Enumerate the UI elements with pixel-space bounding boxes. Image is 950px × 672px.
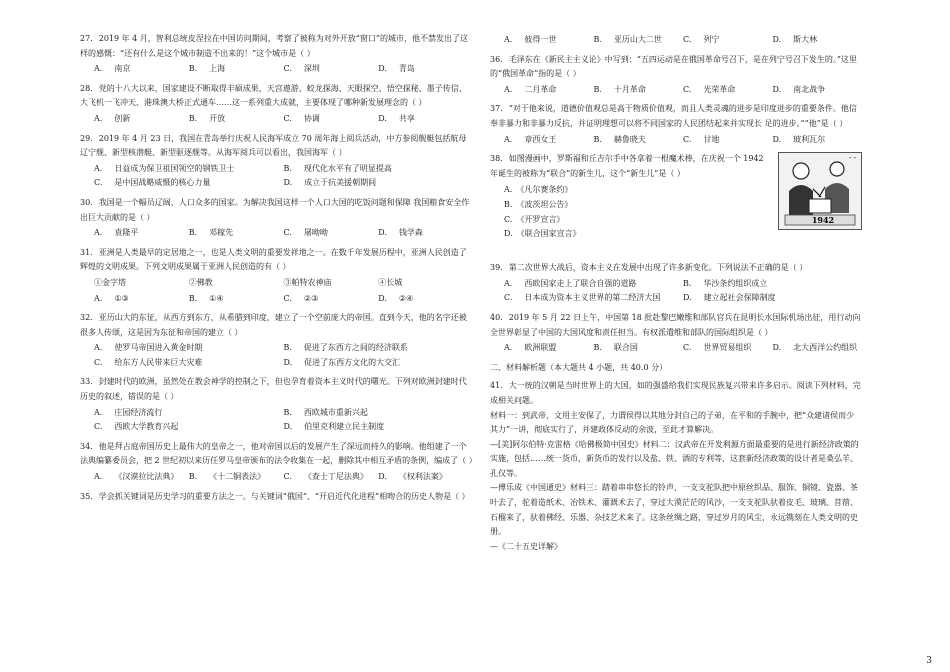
question (490, 311, 862, 356)
option-label: B. (593, 343, 602, 353)
option-label: D. (378, 64, 387, 74)
option-text: 世界贸易组织 (703, 343, 752, 353)
option-text: 《波茨坦公告》 (516, 199, 573, 209)
option-text: 日本成为资本主义世界的第二经济大国 (524, 293, 661, 303)
question-stem: 亚洲是人类最早的定居地之一，也是人类文明的重要发祥地之一。在数千年发展历程中，亚洲人民创造了辉煌的文明成果。下列文明成果属于亚洲人民创造的有（ ） (80, 247, 467, 272)
option-text: 甘地 (703, 134, 720, 144)
question-number: 32. (80, 313, 93, 323)
question-number: 29. (80, 133, 93, 143)
option-text: 联合国 (613, 343, 638, 353)
option (94, 341, 284, 356)
option-text: 赫鲁晓夫 (613, 134, 646, 144)
option-text: ①金字塔 (94, 277, 126, 287)
option-label: C. (283, 472, 292, 482)
option (594, 341, 684, 356)
option-text: 彼得一世 (524, 35, 557, 44)
option-text: 屠呦呦 (303, 228, 328, 238)
option-label: A. (94, 64, 103, 74)
option-label: A. (94, 407, 103, 417)
option (94, 470, 189, 485)
option-label: D. (772, 343, 782, 353)
option (284, 176, 474, 191)
option-text: 北大西洋公约组织 (793, 343, 858, 353)
option-label: A. (504, 185, 513, 195)
option-text: 促进了东西方之间的经济联系 (303, 343, 408, 353)
option-text: 使罗马帝国进入黄金时期 (114, 343, 203, 353)
option (284, 276, 379, 291)
question (490, 261, 862, 306)
option (94, 112, 189, 127)
option (94, 406, 284, 421)
option-label: B. (188, 113, 198, 123)
option-label: B. (188, 293, 198, 303)
option-label: C. (283, 64, 292, 74)
option-text: 日益成为保卫祖国领空的钢铁卫士 (114, 163, 235, 173)
option (94, 176, 284, 191)
options-row (94, 62, 473, 77)
option-label: A. (94, 113, 103, 123)
options-row (504, 277, 862, 306)
option (504, 291, 683, 306)
option (94, 162, 284, 177)
option-label: C. (683, 35, 692, 44)
question-number: 39. (490, 263, 503, 273)
question-stem: 2019 年 4 月，智利总统皮涅拉在中国访问期间，考察了被称为对外开放“窗口”的城市，他不禁发出了这样的感慨：“还有什么是这个城市制造不出来的！”这个城市是（ ） (80, 34, 468, 58)
cartoon-image (778, 152, 862, 230)
question-stem: 毛泽东在《新民主主义论》中写到：“五四运动是在俄国革命号召下，是在列宁号召下发生的。”这里的“俄国革命”指的是（ ） (490, 54, 857, 79)
option-text: 列宁 (703, 35, 720, 44)
option-text: 伯里克利建立民主制度 (304, 422, 385, 432)
option-text: 上海 (209, 64, 226, 74)
option-label: B. (593, 35, 602, 44)
option-label: A. (94, 293, 103, 303)
option-text: ①③ (114, 293, 129, 303)
question-stem: 封建时代的欧洲，虽然处在教会神学的控制之下，但也孕育着资本主义时代的曙光。下列对欧洲封建时代历史的叙述，错误的是（ ） (80, 377, 467, 402)
question-number: 40. (490, 312, 503, 322)
option-text: ②佛教 (188, 277, 213, 287)
option (94, 62, 189, 77)
option-label: A. (94, 472, 103, 482)
option-label: A. (94, 228, 103, 238)
option-text: ①④ (209, 293, 224, 303)
option (284, 162, 474, 177)
right-questions-a (490, 33, 862, 147)
option (378, 226, 473, 241)
option-label: C. (504, 214, 513, 224)
option-text: 成立于抗美援朝期间 (304, 178, 377, 188)
option-text: ②④ (398, 293, 414, 303)
option (594, 133, 684, 148)
option (504, 183, 770, 198)
question-number: 33. (80, 377, 93, 387)
option-label: B. (683, 278, 692, 288)
option-label: A. (504, 343, 513, 353)
question-number: 38. (490, 154, 503, 164)
option (189, 276, 284, 291)
option (284, 341, 474, 356)
option-text: 斯大林 (793, 35, 818, 44)
question-number: 30. (80, 197, 93, 207)
option-label: B. (283, 163, 292, 173)
option-label: C. (283, 113, 292, 123)
option-label: B. (188, 472, 198, 482)
option (773, 83, 863, 98)
option-label: A. (504, 35, 513, 44)
option-label: C. (683, 84, 692, 94)
option (284, 470, 379, 485)
option (189, 112, 284, 127)
question (490, 102, 862, 147)
question (490, 53, 862, 98)
option-text: 《凡尔赛条约》 (516, 185, 573, 195)
option (683, 133, 773, 148)
option (284, 62, 379, 77)
option-text: 促进了东西方文化的大交汇 (304, 357, 401, 367)
material-paragraph: —《二十五史详解》 (490, 541, 562, 551)
options-row (94, 470, 473, 485)
option-text: 深圳 (303, 64, 320, 74)
options-row (94, 162, 473, 191)
option (594, 33, 684, 48)
option (284, 226, 379, 241)
question (80, 132, 473, 191)
option-label: C. (94, 422, 103, 432)
option-text: 章西女王 (524, 134, 557, 144)
option-label: C. (683, 134, 692, 144)
options-row (94, 341, 473, 370)
option-label: D. (378, 228, 387, 238)
material-paragraph: —傅乐成《中国通史》材料三：踏着串串悠长的铃声，一支支驼队把中原丝织品、服饰、铜镜、瓷器、茶叶去了，驼着造纸术、冶铁术、灌溉术去了，穿过大漠茫茫的风沙，一支支驼队驮着皮毛、玻璃、苜蓿、石榴来了，驮着佛经、乐器、杂技艺术来了。这条丝绸之路，穿过岁月的风尘，永远镌刻在人类文明的史册。 (490, 483, 858, 537)
question-stem: 第二次世界大战后，资本主义在发展中出现了许多新变化。下列说法不正确的是（ ） (508, 263, 808, 273)
cartoon-mark: - - (849, 154, 856, 163)
options-row (94, 406, 473, 435)
question-38-options (504, 183, 770, 241)
option (284, 292, 379, 307)
cartoon-year-label: 1942 (811, 215, 835, 226)
question-number: 37. (490, 104, 503, 114)
option-label: A. (504, 84, 513, 94)
option-label: B. (188, 228, 198, 238)
option-text: 二月革命 (524, 84, 557, 94)
option-text: 《十二铜表法》 (209, 472, 266, 482)
option (94, 276, 189, 291)
option-label: D. (283, 357, 293, 367)
question (490, 33, 862, 48)
option-label: D. (772, 134, 782, 144)
option-label: A. (94, 163, 103, 173)
option (504, 277, 683, 292)
material-paragraphs (490, 409, 862, 555)
option-label: D. (772, 84, 782, 94)
option-text: 《开罗宣言》 (516, 214, 565, 224)
option-text: 欧洲联盟 (524, 343, 557, 353)
option-text: 钱学森 (398, 228, 423, 238)
option (683, 341, 773, 356)
option (189, 470, 284, 485)
option-label: C. (283, 228, 292, 238)
section-title: 二、材料解析题（本大题共 4 小题，共 40.0 分） (490, 362, 668, 372)
question-number: 36. (490, 54, 503, 64)
option-text: 建立起社会保障制度 (703, 293, 776, 303)
option-text: ④长城 (378, 277, 403, 287)
question-stem: 大一统的汉朝是当时世界上的大国，如的强盛给我们实现民族复兴带来许多启示。阅读下列材料，完成相关问题。 (490, 381, 861, 405)
option-label: A. (504, 278, 513, 288)
option-text: 十月革命 (613, 84, 646, 94)
option (504, 198, 770, 213)
option-text: 邓稼先 (209, 228, 234, 238)
left-column (80, 32, 477, 509)
option (504, 83, 594, 98)
option-label: D. (378, 293, 387, 303)
option-label: B. (188, 64, 198, 74)
question (80, 82, 473, 127)
option-text: 袁隆平 (114, 228, 139, 238)
options-row (94, 112, 473, 127)
option-label: B. (593, 134, 602, 144)
question-38 (490, 152, 862, 256)
option (504, 133, 594, 148)
option-text: 西欧国家走上了联合自强的道路 (524, 278, 637, 288)
question-number: 28. (80, 83, 93, 93)
option (284, 406, 474, 421)
option (504, 213, 770, 228)
option-label: B. (283, 343, 292, 353)
option (504, 227, 770, 242)
option-text: 西欧大学教育兴起 (114, 422, 179, 432)
options-row (94, 292, 473, 307)
option (189, 226, 284, 241)
question-stem: 2019 年 5 月 22 日上午，中国第 18 批赴黎巴嫩维和部队官兵在昆明长水国际机场出征，用行动向全世界彰显了中国的大国风度和责任担当。有权派遣维和部队的国际组织是（ ） (490, 312, 861, 337)
right-column (490, 32, 862, 559)
option-text: 是中国战略威慑的核心力量 (114, 178, 211, 188)
question-41 (490, 379, 862, 554)
option (189, 62, 284, 77)
option-label: C. (94, 357, 103, 367)
question-number: 34. (80, 441, 93, 451)
option (683, 33, 773, 48)
question (80, 311, 473, 370)
option-label: D. (683, 293, 692, 303)
option-text: 《权利法案》 (398, 472, 447, 482)
question-stem: “对于他来说，道德价值观总是高于物质价值观，而且人类灵魂的进步是印度进步的重要条件。他信奉非暴力和非暴力反抗，并证明理想可以将不同国家的人民团结起来并实现长 足的进步。”“他”是（ ） (490, 104, 857, 128)
option (378, 276, 473, 291)
option-text: 华沙条约组织成立 (703, 278, 768, 288)
option-text: 南北战争 (793, 84, 826, 94)
option (378, 292, 473, 307)
option-text: 玻利瓦尔 (793, 134, 826, 144)
option-text: 开放 (209, 113, 226, 123)
option-text: 《联合国家宣言》 (516, 229, 581, 239)
question (80, 32, 473, 77)
page-number: 3 (926, 656, 932, 666)
question (80, 440, 477, 485)
option-text: 共享 (398, 113, 415, 123)
option-label: A. (94, 343, 103, 353)
question-number: 27. (80, 34, 93, 43)
option-label: D. (504, 229, 513, 239)
option-label: D. (283, 422, 293, 432)
question-stem: 学会抓关键词是历史学习的重要方法之一。与关键词“俄国”、“开启近代化进程”相吻合的历史人物是（ ） (98, 491, 470, 501)
question (80, 490, 473, 505)
option-label: C. (283, 293, 292, 303)
option-label: C. (94, 178, 103, 188)
question-stem: 他是拜占庭帝国历史上最伟大的皇帝之一，他对帝国以后的发展产生了深远而持久的影响。他组建了一个法典编纂委员会，把 2 世纪初以来历任罗马皇帝颁布的法令收集在一起，删除其中相互矛盾的条例，编成了（ ） (80, 441, 477, 466)
option-text: 创新 (114, 113, 131, 123)
option (189, 292, 284, 307)
question-number: 35. (80, 491, 93, 501)
right-questions-b (490, 261, 862, 356)
option (284, 420, 474, 435)
option-text: ③帕特农神庙 (283, 277, 332, 287)
options-row (504, 341, 862, 356)
option (504, 341, 594, 356)
option (594, 83, 684, 98)
option-text: 《查士丁尼法典》 (303, 472, 368, 482)
option (683, 83, 773, 98)
option-text: 《汉谟拉比法典》 (114, 472, 179, 482)
option-label: D. (772, 35, 782, 44)
option (378, 62, 473, 77)
option (773, 33, 863, 48)
question (80, 196, 473, 241)
option-label: C. (683, 343, 692, 353)
option-text: 亚历山大二世 (613, 35, 662, 44)
option (284, 356, 474, 371)
question-stem: 我国是一个幅员辽阔、人口众多的国家。为解决我国这样一个人口大国的吃饭问题和保障 我国粮食安全作出巨大贡献的是（ ） (80, 197, 470, 222)
option-text: 现代化水平有了明显提高 (303, 163, 392, 173)
option-label: C. (504, 293, 513, 303)
option (683, 277, 862, 292)
question-stem: 亚历山大的东征，从西方到东方，从希腊到印度，建立了一个空前庞大的帝国。直到今天，他的名字还被很多人传颂，这是因为东征和帝国的建立（ ） (80, 313, 467, 337)
option-label: B. (283, 407, 292, 417)
option-label: D. (378, 472, 387, 482)
option-label: D. (378, 113, 387, 123)
option (94, 292, 189, 307)
question (80, 246, 473, 306)
options-row (504, 33, 862, 48)
material-paragraph: —[美]阿尔伯特·克雷格《哈佛极简中国史》材料二：汉武帝在开发利源方面最重要的是进行新经济政策的实施，包括……统一货币，新货币的发行以及盐、铁、酒的专利等，这套新经济政策的设计者是桑弘羊、孔仅等。 (490, 439, 859, 478)
option-label: B. (593, 84, 602, 94)
option (773, 133, 863, 148)
option-text: 青岛 (398, 64, 415, 74)
options-row (94, 276, 473, 291)
option (94, 420, 284, 435)
option-text: 协调 (303, 113, 320, 123)
option (94, 226, 189, 241)
cartoon-illustration (779, 153, 861, 229)
options-row (504, 133, 862, 148)
question-stem: 党的十八大以来，国家建设不断取得丰硕成果，天宫遨游、蛟龙探海、天眼探空、悟空探秘、墨子传信、大飞机一飞冲天、港珠澳大桥正式通车……这一系列重大成就，主要体现了哪种新发展理念的（ ） (80, 83, 467, 108)
option (284, 112, 379, 127)
option-text: 西欧城市重新兴起 (303, 407, 368, 417)
options-row (504, 83, 862, 98)
options-row (94, 226, 473, 241)
question-stem: 2019 年 4 月 23 日，我国在青岛举行庆祝人民海军成立 70 周年海上阅兵活动，中方参阅舰艇包括航母辽宁舰、新型核潜艇、新型驱逐舰等。从海军阅兵可以看出，我国海军（ ） (80, 133, 467, 158)
option (94, 356, 284, 371)
option (773, 341, 863, 356)
option-label: A. (504, 134, 513, 144)
option-text: ②③ (303, 293, 319, 303)
option (378, 112, 473, 127)
option (378, 470, 473, 485)
question (80, 375, 473, 434)
option-text: 给东方人民带来巨大灾难 (114, 357, 203, 367)
option-text: 庄园经济流行 (114, 407, 163, 417)
question-number: 31. (80, 247, 93, 257)
option-label: D. (283, 178, 293, 188)
option-text: 光荣革命 (703, 84, 736, 94)
option (504, 33, 594, 48)
option-label: B. (504, 199, 513, 209)
question-number: 41. (490, 381, 503, 391)
option (683, 291, 862, 306)
question-stem: 如图漫画中，罗斯福和丘吉尔手中各拿着一根魔术棒，在庆祝一个 1942 年诞生的被称为“联合”的新生儿，这个“新生儿”是（ ） (490, 154, 764, 178)
option-text: 南京 (114, 64, 131, 74)
material-paragraph: 材料一：到武帝，文用主安保了，力谓侯得以其地分封自己的子弟，在平和的手腕中，把“众建诸侯而少其力”一讲，彻底实行了，并建政体反动的余波，至此才算解决。 (490, 410, 855, 435)
